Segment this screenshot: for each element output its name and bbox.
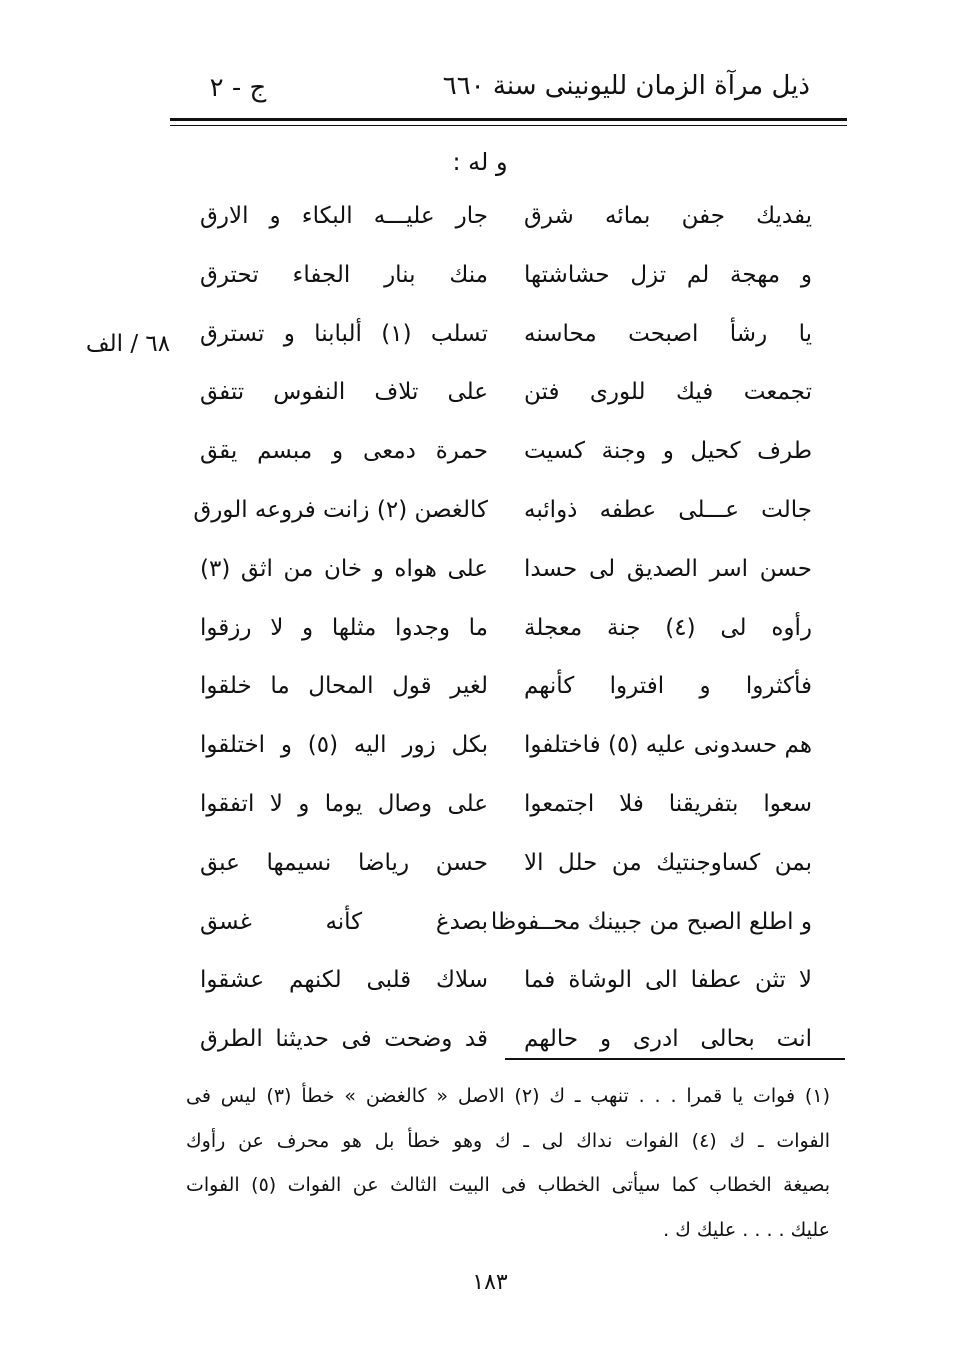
verse-line bbox=[200, 725, 812, 765]
verse-second-hemistich: ما وجدوا مثلها و لا رزقوا bbox=[200, 614, 488, 641]
volume-label: ج - ٢ bbox=[209, 73, 267, 103]
verse-line bbox=[200, 549, 812, 589]
page-number: ١٨٣ bbox=[472, 1270, 508, 1295]
verse-first-hemistich: يفديك جفن بمائه شرق bbox=[524, 203, 812, 229]
verse-line bbox=[193, 490, 812, 530]
verse-first-hemistich: بمن كساوجنتيك من حلل الا bbox=[524, 849, 812, 876]
verse-second-hemistich: منك بنار الجفاء تحترق bbox=[200, 261, 488, 288]
verse-line bbox=[200, 431, 812, 471]
verse-second-hemistich: على وصال يوما و لا اتفقوا bbox=[200, 791, 488, 817]
verse-line bbox=[200, 960, 812, 1000]
verse-line bbox=[200, 1019, 812, 1059]
verse-first-hemistich: طرف كحيل و وجنة كسيت bbox=[524, 438, 812, 465]
footnote-line: الفوات ـ ك (٤) الفوات نداك لى ـ ك وهو خطأ بل هو محرف عن رأوك bbox=[186, 1129, 830, 1152]
verse-second-hemistich: حسن رياضا نسيمها عبق bbox=[200, 849, 488, 876]
verse-second-hemistich: كالغصن (٢) زانت فروعه الورق bbox=[193, 497, 488, 523]
verse-first-hemistich: تجمعت فيك للورى فتن bbox=[524, 379, 812, 406]
verse-line bbox=[200, 314, 812, 354]
verse-first-hemistich: حسن اسر الصديق لى حسدا bbox=[524, 555, 812, 582]
verse-line bbox=[200, 196, 812, 236]
header-rule-thick bbox=[170, 118, 847, 121]
footnote-rule bbox=[505, 1058, 845, 1060]
verse-first-hemistich: يا رشأ اصبحت محاسنه bbox=[524, 320, 812, 347]
verse-first-hemistich: و اطلع الصبح من جبينك محــفوظا bbox=[490, 908, 812, 935]
verse-line bbox=[200, 372, 812, 412]
footnote-line: عليك . . . . عليك ك . bbox=[663, 1218, 830, 1241]
verse-second-hemistich: قد وضحت فى حديثنا الطرق bbox=[200, 1026, 488, 1053]
running-title: ذيل مرآة الزمان لليونينى سنة ٦٦٠ bbox=[442, 71, 810, 101]
verse-second-hemistich: حمرة دمعى و مبسم يقق bbox=[200, 438, 488, 465]
verse-first-hemistich: سعوا بتفريقنا فلا اجتمعوا bbox=[524, 791, 812, 817]
verse-second-hemistich: تسلب (١) ألبابنا و تسترق bbox=[200, 320, 488, 347]
verse-line bbox=[200, 666, 812, 706]
verse-second-hemistich: بصدغ كأنه غسق bbox=[200, 908, 488, 935]
poem-intro: و له : bbox=[452, 148, 508, 176]
verse-first-hemistich: رأوه لى (٤) جنة معجلة bbox=[524, 614, 812, 641]
footnote-line: بصيغة الخطاب كما سيأتى الخطاب فى البيت الثالث عن الفوات (٥) الفوات bbox=[186, 1174, 830, 1196]
verse-second-hemistich: على تلاف النفوس تتفق bbox=[200, 379, 488, 406]
verse-first-hemistich: لا تثن عطفا الى الوشاة فما bbox=[524, 967, 812, 994]
verse-line bbox=[200, 255, 812, 295]
verse-first-hemistich: جالت عـــلى عطفه ذوائبه bbox=[524, 497, 812, 523]
verse-second-hemistich: جار عليـــه البكاء و الارق bbox=[200, 203, 488, 229]
header-rule-thin bbox=[170, 125, 847, 126]
verse-first-hemistich: و مهجة لم تزل حشاشتها bbox=[524, 261, 812, 288]
verse-line bbox=[200, 784, 812, 824]
verse-line bbox=[200, 902, 812, 942]
verse-first-hemistich: فأكثروا و افتروا كأنهم bbox=[524, 673, 812, 700]
verse-second-hemistich: لغير قول المحال ما خلقوا bbox=[200, 673, 488, 700]
verse-line bbox=[200, 843, 812, 883]
footnote-line: (١) فوات يا قمرا . . . تنهب ـ ك (٢) الاصل « كالغضن » خطأ (٣) ليس فى bbox=[186, 1085, 830, 1107]
verse-second-hemistich: سلاك قلبى لكنهم عشقوا bbox=[200, 967, 488, 994]
verse-second-hemistich: بكل زور اليه (٥) و اختلقوا bbox=[200, 732, 488, 759]
verse-first-hemistich: انت بحالى ادرى و حالهم bbox=[524, 1026, 812, 1053]
manuscript-folio-note: ٦٨ / الف bbox=[85, 331, 171, 357]
verse-line bbox=[200, 608, 812, 648]
verse-first-hemistich: هم حسدونى عليه (٥) فاختلفوا bbox=[524, 732, 812, 759]
verse-second-hemistich: على هواه و خان من اثق (٣) bbox=[200, 555, 488, 582]
